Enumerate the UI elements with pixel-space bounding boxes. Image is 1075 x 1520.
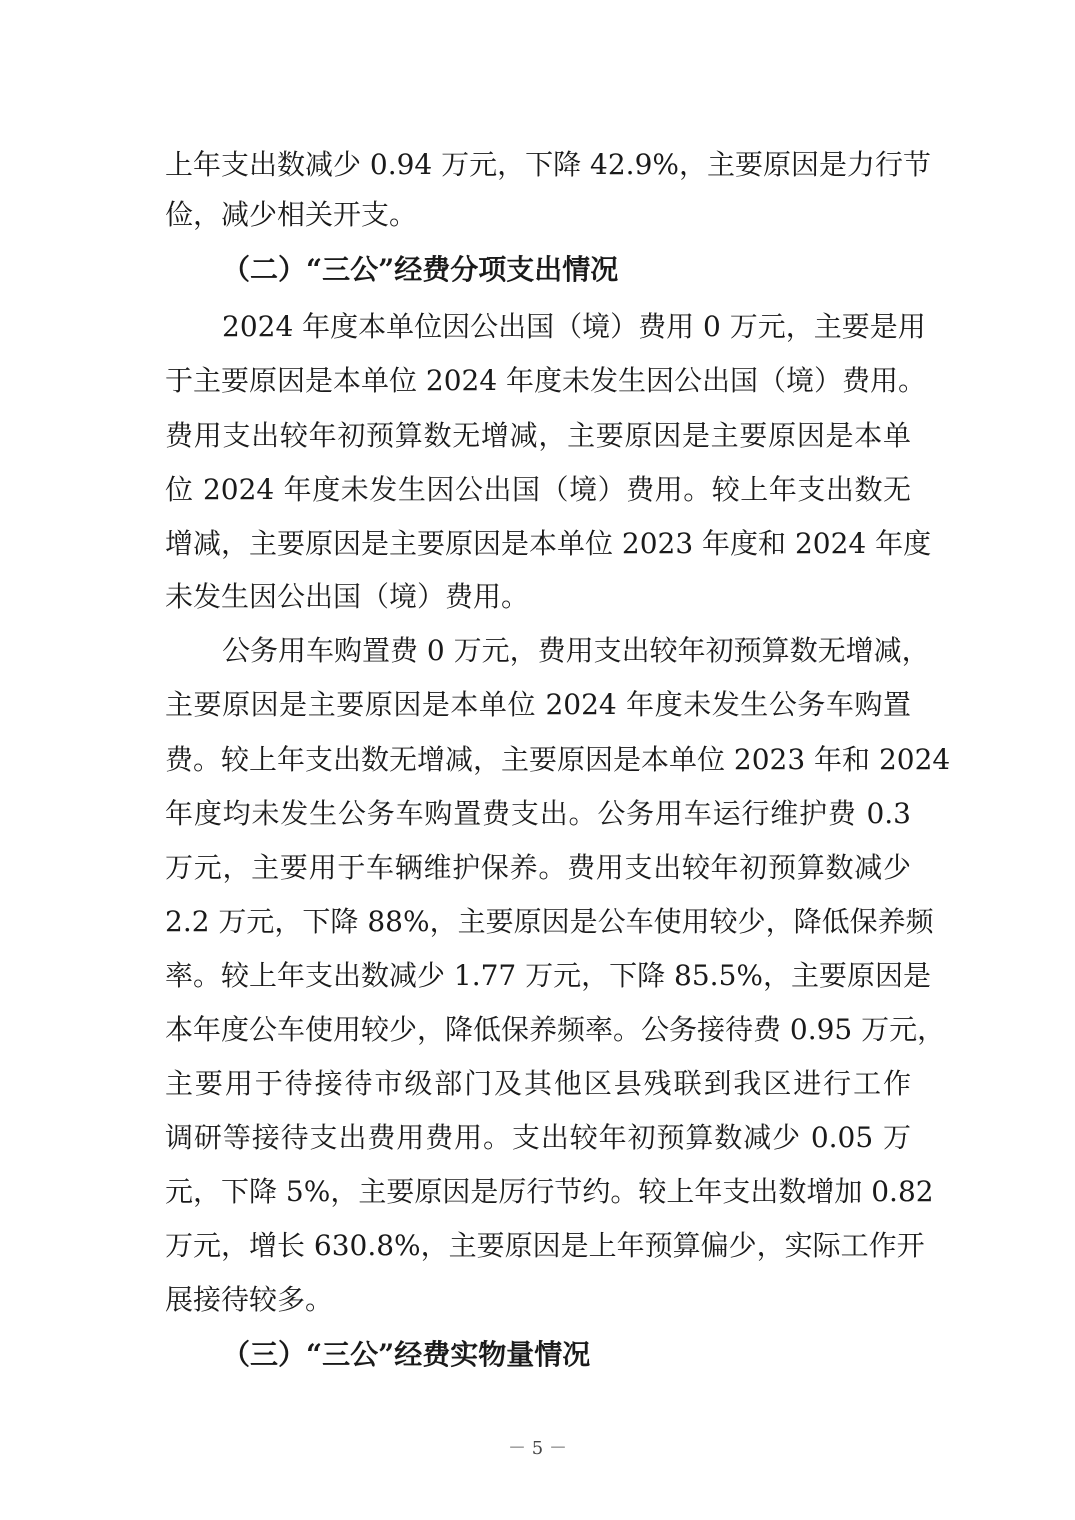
paragraph-2-line-5: 增减，主要原因是主要原因是本单位 2023 年度和 2024 年度 — [165, 527, 932, 560]
paragraph-3-line-11: 元，下降 5%，主要原因是厉行节约。较上年支出数增加 0.82 — [165, 1175, 934, 1208]
paragraph-2-line-2: 于主要原因是本单位 2024 年度未发生因公出国（境）费用。 — [165, 364, 927, 397]
paragraph-1-line-2: 俭，减少相关开支。 — [165, 198, 418, 231]
page-number: － 5 － — [508, 1438, 567, 1459]
paragraph-3-line-4: 年度均未发生公务车购置费支出。公务用车运行维护费 0.3 — [165, 797, 911, 830]
paragraph-2-line-4: 位 2024 年度未发生因公出国（境）费用。较上年支出数无 — [165, 473, 911, 506]
paragraph-3-line-7: 率。较上年支出数减少 1.77 万元，下降 85.5%，主要原因是 — [165, 959, 931, 992]
paragraph-3-line-6: 2.2 万元，下降 88%，主要原因是公车使用较少，降低保养频 — [165, 905, 934, 938]
section-heading-3: （三）“三公”经费实物量情况 — [222, 1338, 591, 1371]
paragraph-2-line-3: 费用支出较年初预算数无增减，主要原因是主要原因是本单 — [165, 419, 911, 452]
paragraph-3-line-2: 主要原因是主要原因是本单位 2024 年度未发生公务车购置 — [165, 688, 911, 721]
paragraph-3-line-10: 调研等接待支出费用费用。支出较年初预算数减少 0.05 万 — [165, 1121, 911, 1154]
paragraph-3-line-12: 万元，增长 630.8%，主要原因是上年预算偏少，实际工作开 — [165, 1229, 925, 1262]
paragraph-3-line-3: 费。较上年支出数无增减，主要原因是本单位 2023 年和 2024 — [165, 743, 951, 776]
paragraph-2-line-1: 2024 年度本单位因公出国（境）费用 0 万元，主要是用 — [222, 310, 926, 343]
paragraph-1-line-1: 上年支出数减少 0.94 万元，下降 42.9%，主要原因是力行节 — [165, 148, 931, 181]
paragraph-3-line-13: 展接待较多。 — [165, 1283, 334, 1316]
paragraph-2-line-6: 未发生因公出国（境）费用。 — [165, 580, 530, 613]
paragraph-3-line-8: 本年度公车使用较少，降低保养频率。公务接待费 0.95 万元， — [165, 1013, 946, 1046]
paragraph-3-line-9: 主要用于待接待市级部门及其他区县残联到我区进行工作 — [165, 1067, 911, 1100]
section-heading-2: （二）“三公”经费分项支出情况 — [222, 253, 619, 286]
paragraph-3-line-5: 万元，主要用于车辆维护保养。费用支出较年初预算数减少 — [165, 851, 911, 884]
paragraph-3-line-1: 公务用车购置费 0 万元，费用支出较年初预算数无增减， — [222, 634, 930, 667]
